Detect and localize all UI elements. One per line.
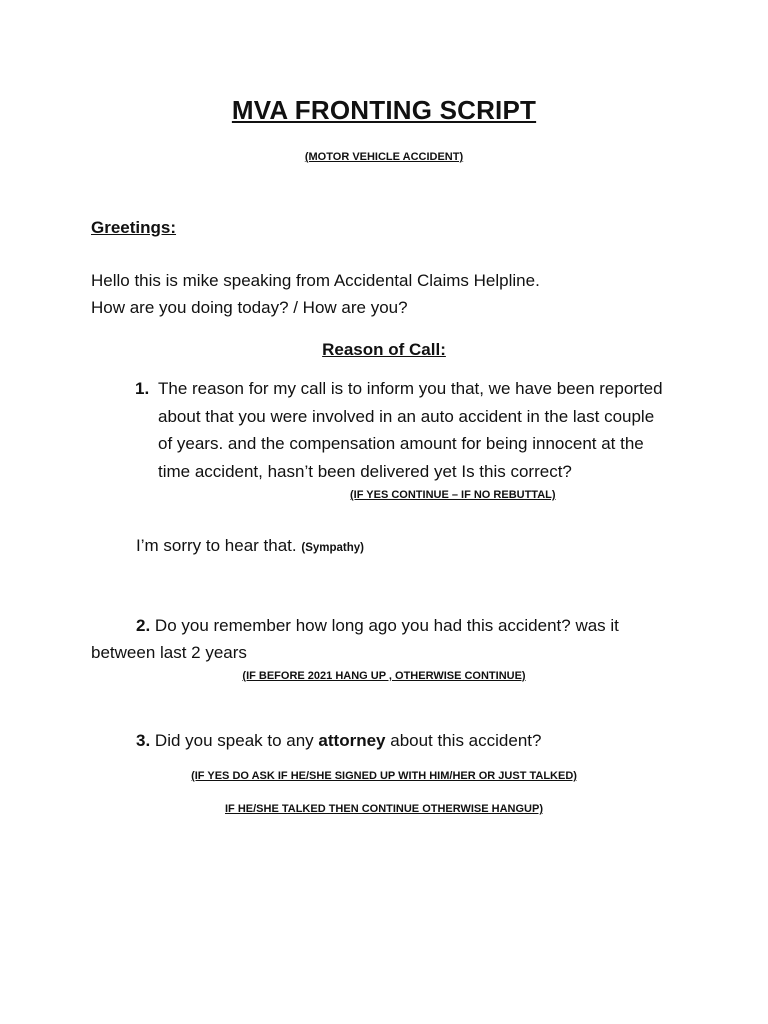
question-3-attorney: attorney [318, 731, 386, 750]
question-1-line-3: of years. and the compensation amount for being innocent at the [158, 434, 644, 453]
question-1-line-1: The reason for my call is to inform you that, we have been reported [158, 379, 663, 398]
reason-heading: Reason of Call: [322, 340, 446, 359]
question-1-text [158, 375, 718, 485]
page-subtitle: (MOTOR VEHICLE ACCIDENT) [304, 151, 464, 163]
question-3-text-before: Did you speak to any [154, 731, 314, 750]
sympathy-text: I’m sorry to hear that. [136, 536, 297, 555]
greeting-line-2: How are you doing today? / How are you? [91, 298, 408, 317]
question-3-instruction-1: (IF YES DO ASK IF HE/SHE SIGNED UP WITH HIM/HER OR JUST TALKED) [191, 770, 577, 782]
question-1-line-4: time accident, hasn’t been delivered yet Is this correct? [158, 461, 572, 481]
question-3-instruction-2: IF HE/SHE TALKED THEN CONTINUE OTHERWISE HANGUP) [225, 803, 543, 815]
question-2-first-line [136, 616, 619, 636]
sympathy-tag: (Sympathy) [301, 542, 364, 554]
question-1-instruction: (IF YES CONTINUE – IF NO REBUTTAL) [350, 489, 556, 501]
question-1-number: 1. [135, 379, 150, 398]
greeting-line-1: Hello this is mike speaking from Accidental Claims Helpline. [91, 271, 540, 290]
greetings-heading: Greetings: [91, 218, 177, 237]
page-title: MVA FRONTING SCRIPT [231, 95, 537, 125]
question-3-line [136, 731, 541, 751]
sympathy-line [136, 536, 364, 556]
question-2-instruction: (IF BEFORE 2021 HANG UP , OTHERWISE CONTINUE) [242, 670, 526, 682]
question-3-text-after: about this accident? [390, 731, 542, 750]
question-2-line-1: Do you remember how long ago you had this accident? was it [154, 616, 619, 635]
question-2-line-2: between last 2 years [91, 643, 247, 662]
question-3-number: 3. [136, 731, 151, 750]
question-2-number: 2. [136, 616, 151, 635]
question-1-line-2: about that you were involved in an auto accident in the last couple [158, 406, 655, 426]
